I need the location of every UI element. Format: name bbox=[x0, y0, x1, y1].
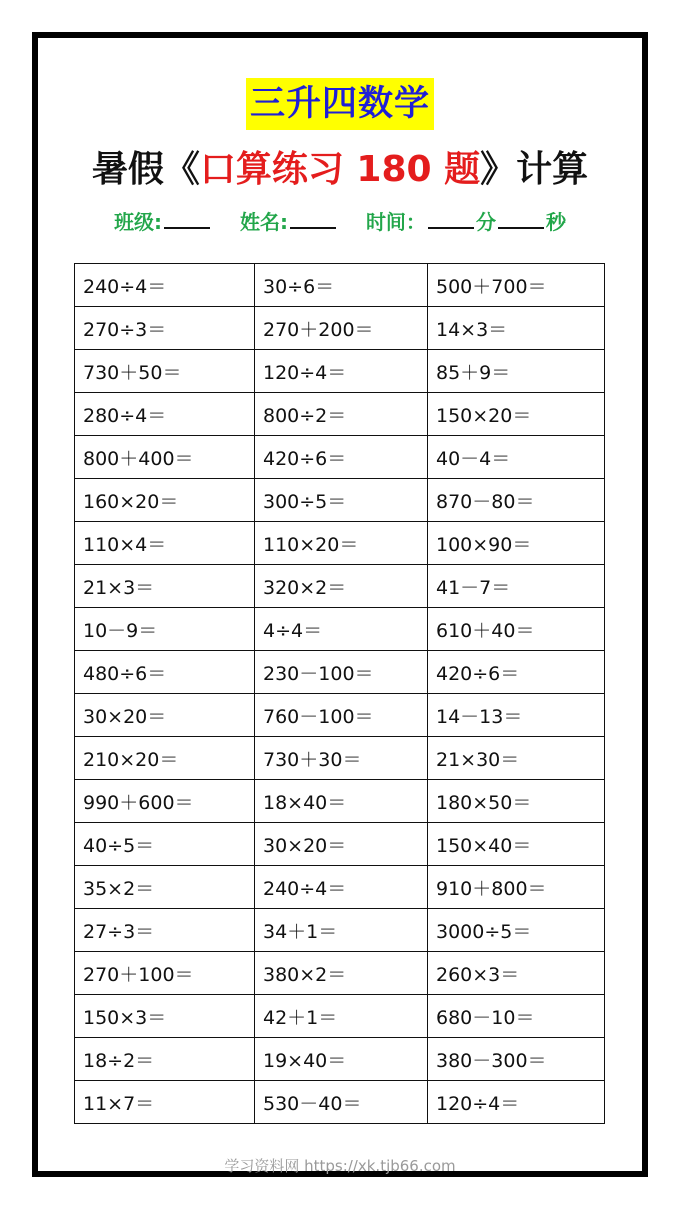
table-row bbox=[75, 995, 605, 1038]
problem-cell: 530－40＝ bbox=[255, 1081, 428, 1124]
title-prefix: 暑假《 bbox=[91, 149, 200, 190]
page-title bbox=[0, 140, 680, 200]
table-row bbox=[75, 522, 605, 565]
problem-cell: 18÷2＝ bbox=[75, 1038, 255, 1081]
problem-table bbox=[74, 263, 605, 1124]
watermark: 学习资料网 https://xk.tjb66.com bbox=[224, 1157, 456, 1175]
name-label: 姓名: bbox=[240, 210, 288, 234]
table-row bbox=[75, 565, 605, 608]
problem-cell: 210×20＝ bbox=[75, 737, 255, 780]
problem-cell: 320×2＝ bbox=[255, 565, 428, 608]
table-row bbox=[75, 608, 605, 651]
problem-cell: 760－100＝ bbox=[255, 694, 428, 737]
problem-cell: 41－7＝ bbox=[428, 565, 605, 608]
problem-cell: 730＋50＝ bbox=[75, 350, 255, 393]
table-row bbox=[75, 350, 605, 393]
title-suffix: 》计算 bbox=[480, 149, 589, 190]
table-row bbox=[75, 866, 605, 909]
problem-cell: 19×40＝ bbox=[255, 1038, 428, 1081]
problem-cell: 160×20＝ bbox=[75, 479, 255, 522]
problem-cell: 180×50＝ bbox=[428, 780, 605, 823]
problem-cell: 270÷3＝ bbox=[75, 307, 255, 350]
problem-cell: 910＋800＝ bbox=[428, 866, 605, 909]
problem-cell: 30×20＝ bbox=[75, 694, 255, 737]
problem-cell: 27÷3＝ bbox=[75, 909, 255, 952]
problem-cell: 270＋100＝ bbox=[75, 952, 255, 995]
problem-cell: 610＋40＝ bbox=[428, 608, 605, 651]
table-row bbox=[75, 780, 605, 823]
seconds-label: 秒 bbox=[545, 210, 566, 234]
problem-cell: 260×3＝ bbox=[428, 952, 605, 995]
problem-cell: 14×3＝ bbox=[428, 307, 605, 350]
problem-cell: 240÷4＝ bbox=[75, 264, 255, 307]
problem-cell: 3000÷5＝ bbox=[428, 909, 605, 952]
problem-cell: 870－80＝ bbox=[428, 479, 605, 522]
problem-cell: 34＋1＝ bbox=[255, 909, 428, 952]
problem-cell: 800÷2＝ bbox=[255, 393, 428, 436]
table-row bbox=[75, 823, 605, 866]
problem-cell: 4÷4＝ bbox=[255, 608, 428, 651]
problem-cell: 380×2＝ bbox=[255, 952, 428, 995]
table-row bbox=[75, 1081, 605, 1124]
problem-cell: 14－13＝ bbox=[428, 694, 605, 737]
problem-cell: 42＋1＝ bbox=[255, 995, 428, 1038]
problem-cell: 420÷6＝ bbox=[428, 651, 605, 694]
table-row bbox=[75, 393, 605, 436]
problem-cell: 11×7＝ bbox=[75, 1081, 255, 1124]
problem-cell: 420÷6＝ bbox=[255, 436, 428, 479]
problem-table-body bbox=[75, 264, 605, 1124]
title-highlight: 口算练习 180 题 bbox=[199, 149, 481, 190]
student-info-line bbox=[0, 204, 680, 240]
table-row bbox=[75, 909, 605, 952]
problem-cell: 21×30＝ bbox=[428, 737, 605, 780]
problem-cell: 990＋600＝ bbox=[75, 780, 255, 823]
problem-cell: 10－9＝ bbox=[75, 608, 255, 651]
problem-cell: 110×20＝ bbox=[255, 522, 428, 565]
table-row bbox=[75, 307, 605, 350]
problem-cell: 480÷6＝ bbox=[75, 651, 255, 694]
problem-cell: 21×3＝ bbox=[75, 565, 255, 608]
problem-cell: 280÷4＝ bbox=[75, 393, 255, 436]
problem-cell: 800＋400＝ bbox=[75, 436, 255, 479]
problem-cell: 30×20＝ bbox=[255, 823, 428, 866]
problem-cell: 40－4＝ bbox=[428, 436, 605, 479]
minutes-label: 分 bbox=[475, 210, 496, 234]
problem-cell: 150×20＝ bbox=[428, 393, 605, 436]
problem-cell: 680－10＝ bbox=[428, 995, 605, 1038]
table-row bbox=[75, 694, 605, 737]
problem-cell: 500＋700＝ bbox=[428, 264, 605, 307]
problem-cell: 100×90＝ bbox=[428, 522, 605, 565]
table-row bbox=[75, 651, 605, 694]
table-row bbox=[75, 264, 605, 307]
time-label: 时间： bbox=[365, 210, 426, 234]
table-row bbox=[75, 436, 605, 479]
problem-cell: 110×4＝ bbox=[75, 522, 255, 565]
problem-cell: 300÷5＝ bbox=[255, 479, 428, 522]
problem-cell: 35×2＝ bbox=[75, 866, 255, 909]
problem-cell: 730＋30＝ bbox=[255, 737, 428, 780]
seconds-blank[interactable] bbox=[498, 205, 544, 229]
problem-cell: 150×3＝ bbox=[75, 995, 255, 1038]
table-row bbox=[75, 479, 605, 522]
minutes-blank[interactable] bbox=[428, 205, 474, 229]
problem-cell: 40÷5＝ bbox=[75, 823, 255, 866]
problem-cell: 30÷6＝ bbox=[255, 264, 428, 307]
problem-cell: 18×40＝ bbox=[255, 780, 428, 823]
grade-label: 三升四数学 bbox=[246, 78, 434, 130]
problem-cell: 380－300＝ bbox=[428, 1038, 605, 1081]
problem-cell: 240÷4＝ bbox=[255, 866, 428, 909]
class-blank[interactable] bbox=[164, 205, 210, 229]
table-row bbox=[75, 952, 605, 995]
name-blank[interactable] bbox=[290, 205, 336, 229]
problem-cell: 270＋200＝ bbox=[255, 307, 428, 350]
class-label: 班级: bbox=[114, 210, 163, 234]
problem-cell: 230－100＝ bbox=[255, 651, 428, 694]
table-row bbox=[75, 737, 605, 780]
table-row bbox=[75, 1038, 605, 1081]
problem-cell: 120÷4＝ bbox=[428, 1081, 605, 1124]
problem-cell: 120÷4＝ bbox=[255, 350, 428, 393]
problem-cell: 85＋9＝ bbox=[428, 350, 605, 393]
problem-cell: 150×40＝ bbox=[428, 823, 605, 866]
